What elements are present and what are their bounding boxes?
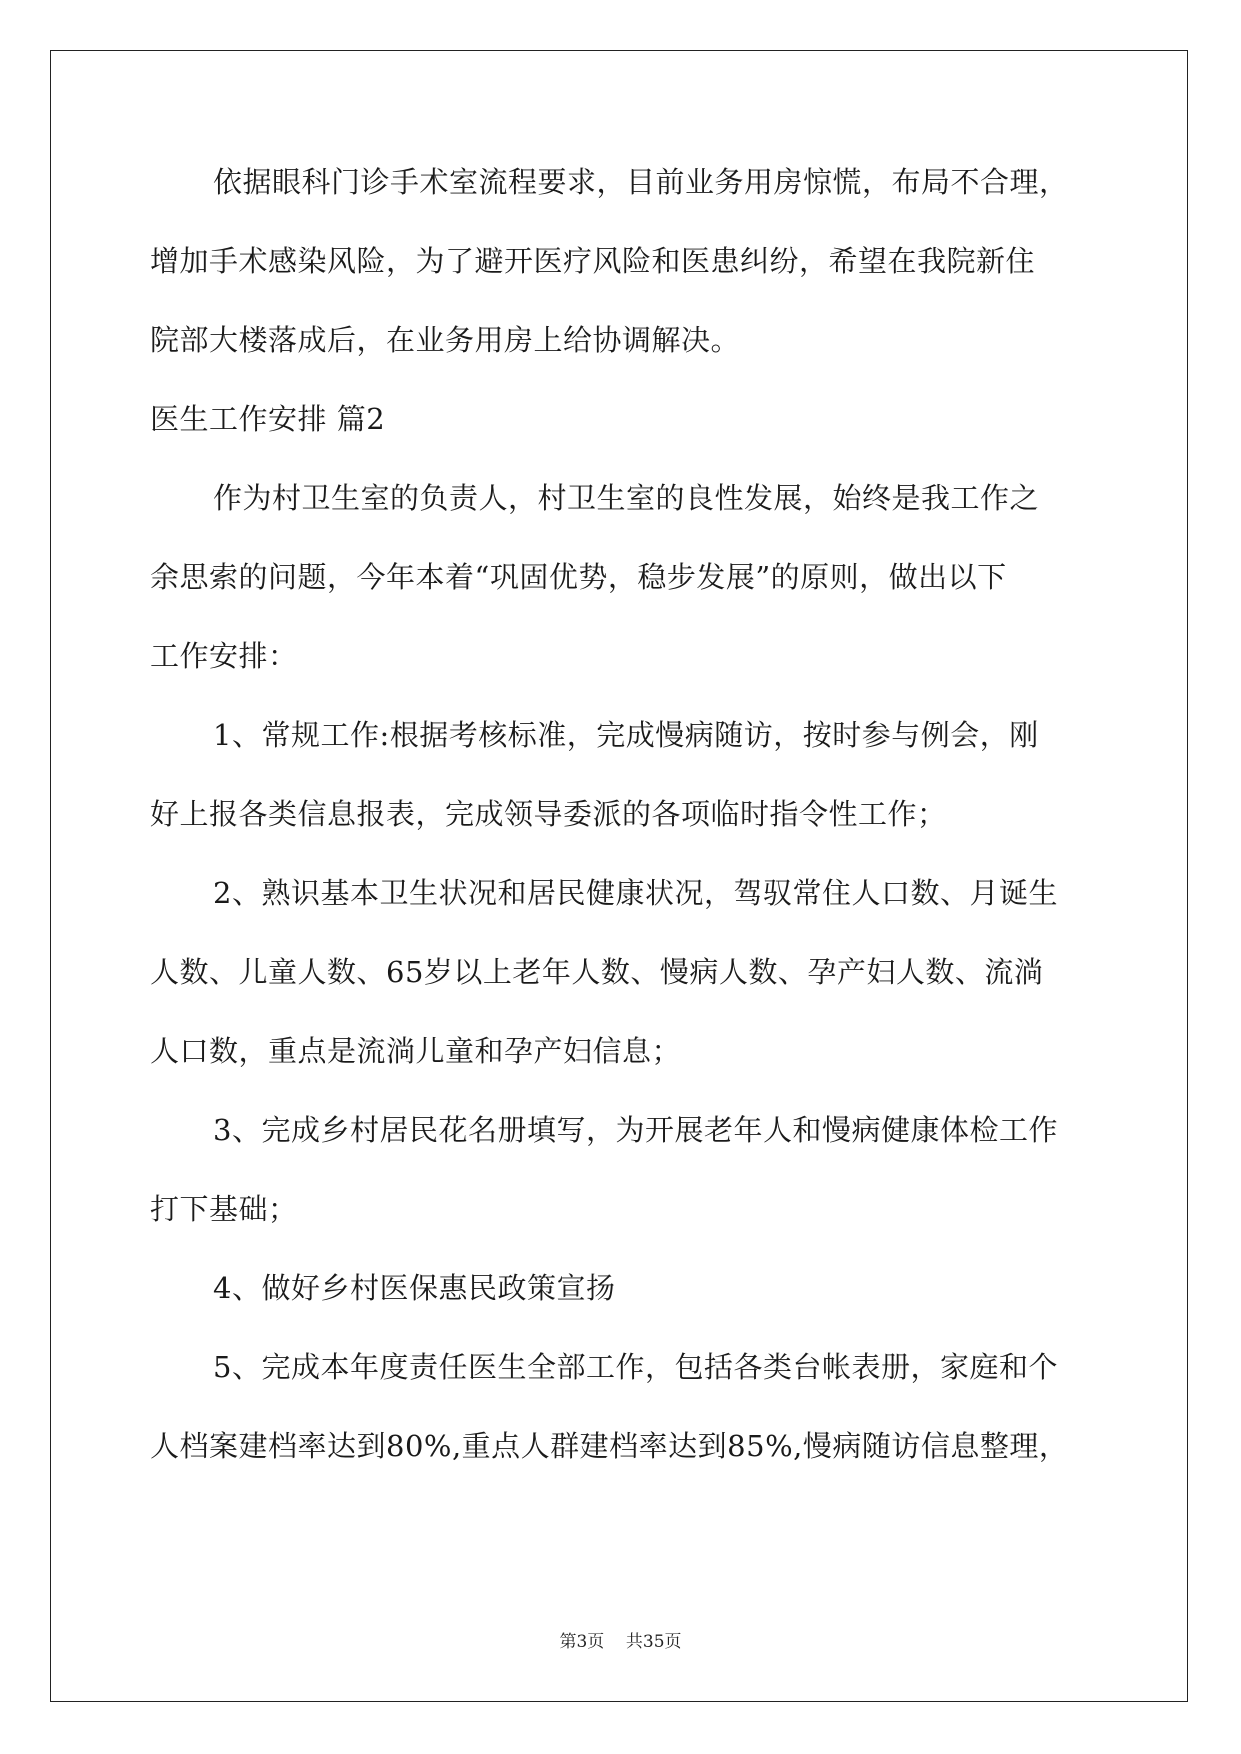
list-item-line: 5、完成本年度责任医生全部工作，包括各类台帐表册，家庭和个: [213, 1350, 1058, 1384]
list-item-line: 人口数，重点是流淌儿童和孕产妇信息；: [150, 1034, 682, 1068]
list-item-line: 人档案建档率达到80%,重点人群建档率达到85%,慢病随访信息整理，: [150, 1429, 1069, 1463]
list-item-line: 3、完成乡村居民花名册填写，为开展老年人和慢病健康体检工作: [213, 1113, 1058, 1147]
paragraph-line: 工作安排：: [150, 639, 298, 673]
paragraph-line: 增加手术感染风险，为了避开医疗风险和医患纠纷，希望在我院新住: [150, 244, 1036, 278]
list-item-line: 打下基础；: [150, 1192, 298, 1226]
list-item-line: 1、常规工作:根据考核标准，完成慢病随访，按时参与例会，刚: [213, 718, 1039, 752]
section-heading: 医生工作安排 篇2: [150, 402, 386, 436]
list-item-line: 人数、儿童人数、65岁以上老年人数、慢病人数、孕产妇人数、流淌: [150, 955, 1044, 989]
list-item-line: 好上报各类信息报表，完成领导委派的各项临时指令性工作；: [150, 797, 947, 831]
page-number-footer: 第3页 共35页: [559, 1632, 682, 1652]
paragraph-line: 依据眼科门诊手术室流程要求，目前业务用房惊慌，布局不合理，: [213, 165, 1069, 199]
list-item-line: 2、熟识基本卫生状况和居民健康状况，驾驭常住人口数、月诞生: [213, 876, 1058, 910]
paragraph-line: 余思索的问题，今年本着“巩固优势，稳步发展”的原则，做出以下: [150, 560, 1007, 594]
paragraph-line: 作为村卫生室的负责人，村卫生室的良性发展，始终是我工作之: [213, 481, 1040, 515]
list-item-line: 4、做好乡村医保惠民政策宣扬: [213, 1271, 616, 1305]
document-body: [150, 160, 1090, 1503]
paragraph-line: 院部大楼落成后，在业务用房上给协调解决。: [150, 323, 741, 357]
